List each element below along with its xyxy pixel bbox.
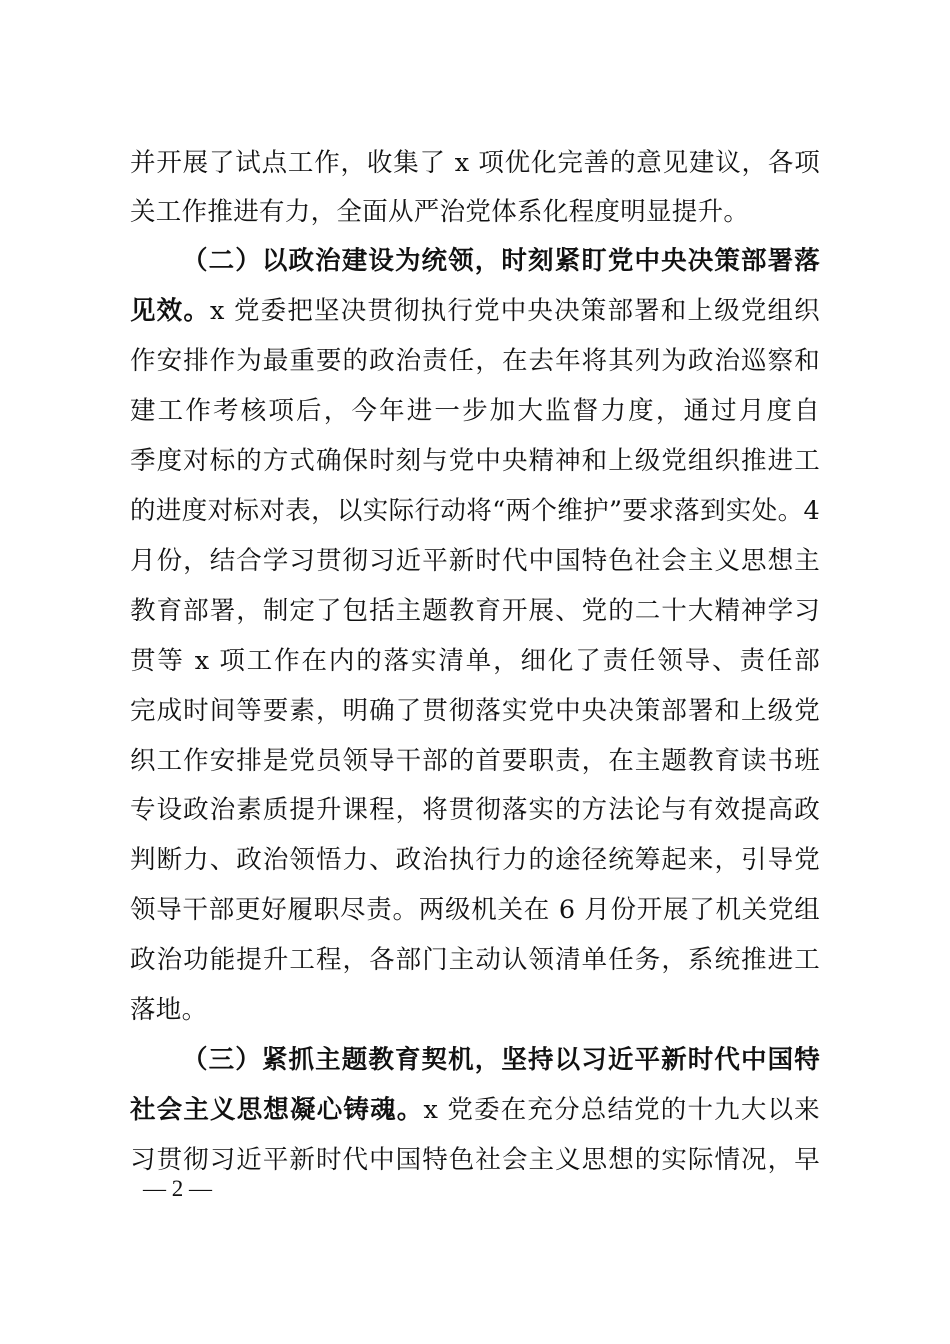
text-line — [130, 993, 820, 1027]
text-line — [182, 244, 820, 278]
heading-text: （二）以政治建设为统领，时刻紧盯党中央决策部署落 — [182, 246, 820, 276]
body-text-segment: 习贯彻习近平新时代中国特色社会主义思想的实际情况，早 — [130, 1145, 820, 1175]
text-line — [130, 694, 820, 728]
text-line — [130, 1143, 820, 1177]
body-text-segment: 的进度对标对表，以实际行动将“两个维护”要求落到实处。4 — [130, 496, 820, 526]
body-text-segment: 并开展了试点工作，收集了 x 项优化完善的意见建议，各项 — [130, 148, 820, 178]
text-line — [130, 594, 820, 628]
text-line — [130, 893, 820, 927]
text-line — [130, 843, 820, 877]
text-line — [130, 793, 820, 827]
text-line — [130, 394, 820, 428]
body-text-segment: 建工作考核项后，今年进一步加大监督力度，通过月度自 — [130, 396, 820, 426]
body-text-segment: 教育部署，制定了包括主题教育开展、党的二十大精神学习 — [130, 596, 820, 626]
body-text-segment: x 党委在充分总结党的十九大以来 — [423, 1095, 820, 1125]
body-text-segment: x 党委把坚决贯彻执行党中央决策部署和上级党组织 — [210, 296, 820, 326]
body-text-segment: 专设政治素质提升课程，将贯彻落实的方法论与有效提高政 — [130, 795, 820, 825]
text-line — [130, 544, 820, 578]
body-text-segment: 月份，结合学习贯彻习近平新时代中国特色社会主义思想主 — [130, 546, 820, 576]
text-line — [182, 1043, 820, 1077]
heading-text: 社会主义思想凝心铸魂。 — [130, 1095, 424, 1125]
body-text-segment: 关工作推进有力，全面从严治党体系化程度明显提升。 — [130, 197, 750, 227]
text-line — [130, 195, 820, 229]
body-text-segment: 作安排作为最重要的政治责任，在去年将其列为政治巡察和 — [130, 346, 820, 376]
body-text-segment: 季度对标的方式确保时刻与党中央精神和上级党组织推进工 — [130, 446, 820, 476]
heading-text: 见效。 — [130, 296, 211, 326]
page-number: — 2 — — [143, 1176, 212, 1201]
text-line — [130, 943, 820, 977]
body-text-segment: 织工作安排是党员领导干部的首要职责，在主题教育读书班 — [130, 746, 820, 776]
body-text-segment: 政治功能提升工程，各部门主动认领清单任务，系统推进工 — [130, 945, 820, 975]
heading-text: （三）紧抓主题教育契机，坚持以习近平新时代中国特 — [182, 1045, 820, 1075]
body-text-segment: 落地。 — [130, 995, 208, 1025]
text-line — [130, 444, 820, 478]
text-line — [130, 494, 820, 528]
body-text-segment: 完成时间等要素，明确了贯彻落实党中央决策部署和上级党 — [130, 696, 820, 726]
text-line — [130, 344, 820, 378]
text-line — [130, 744, 820, 778]
body-text-segment: 贯等 x 项工作在内的落实清单，细化了责任领导、责任部 — [130, 646, 820, 676]
text-line — [130, 146, 820, 180]
text-line — [130, 1093, 820, 1127]
body-text-segment: 判断力、政治领悟力、政治执行力的途径统筹起来，引导党 — [130, 845, 820, 875]
body-text-segment: 领导干部更好履职尽责。两级机关在 6 月份开展了机关党组 — [130, 895, 820, 925]
text-line — [130, 294, 820, 328]
text-line — [130, 644, 820, 678]
